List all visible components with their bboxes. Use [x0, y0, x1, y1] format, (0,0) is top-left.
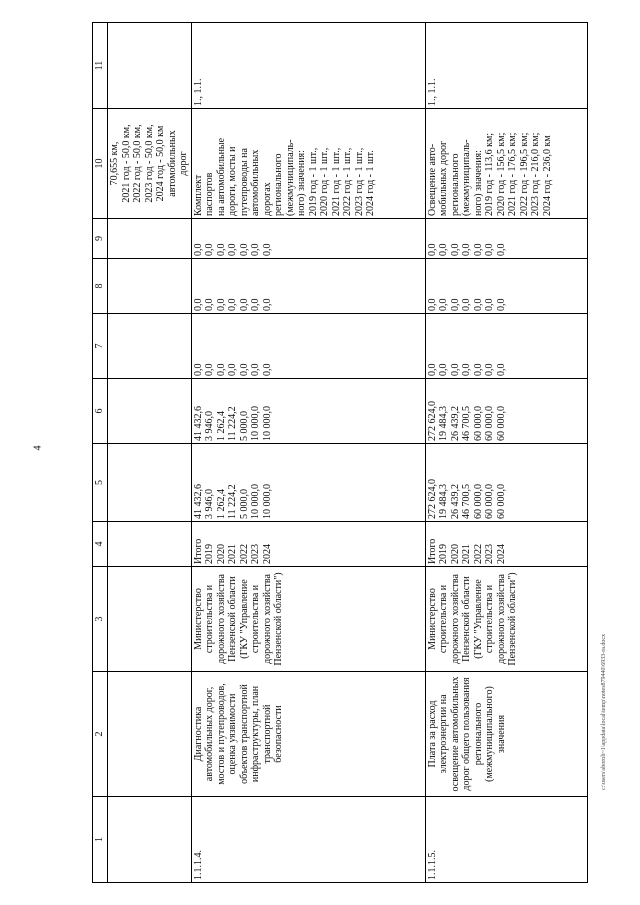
cell-line: автомобильных дорог,	[204, 686, 215, 782]
cell-line: 60 000,0	[472, 484, 484, 519]
cell-line: Пензенской области")	[507, 572, 519, 666]
cell-line: 0,0	[261, 298, 273, 311]
cell-line: объектов транспортной	[238, 684, 250, 784]
cell-line: автомобильных	[250, 149, 261, 216]
cell-line: 26 439,2	[449, 484, 461, 519]
cell-line: 2024	[261, 544, 273, 564]
cell-line: 19 484,3	[438, 406, 450, 441]
cell-line: Министерство	[426, 588, 438, 650]
target-reference: 1., 1.1.	[191, 23, 425, 109]
cell-line: 10 000,0	[250, 484, 261, 519]
cell-line: ного) значения:	[296, 150, 307, 216]
cell-line: 0,0	[438, 298, 450, 311]
cell-line: 2021 год - 176,5 км;	[507, 132, 519, 216]
cell-line: 2022	[238, 544, 250, 564]
year-list	[191, 522, 425, 567]
cell-line: оценка уязвимости	[227, 693, 238, 775]
cell-line: 70,655 км,	[109, 141, 120, 186]
cell-line: 2020	[449, 544, 461, 564]
cell-line: 0,0	[495, 363, 507, 376]
cell-line: 0,0	[472, 243, 484, 256]
cell-line: 272 624,0	[426, 479, 438, 519]
cell-line: 2023	[484, 544, 496, 564]
cell-line: 0,0	[192, 243, 204, 256]
cell-line: дорожного хозяйства	[215, 574, 227, 664]
cell-line: строительства и	[438, 584, 450, 654]
cell-line: 0,0	[215, 363, 227, 376]
cell-line: 0,0	[472, 363, 484, 376]
column-header: 1	[93, 797, 108, 883]
cell-line: (межмуниципального)	[484, 686, 496, 782]
cell-line: 41 432,6	[192, 406, 204, 441]
executor	[425, 567, 587, 672]
cell-line: 0,0	[438, 243, 450, 256]
cell-line: 0,0	[495, 243, 507, 256]
cell-line: инфраструктуры, план	[250, 685, 261, 783]
cell-line: 0,0	[261, 363, 273, 376]
cell-line: Итого	[192, 538, 204, 564]
cell-line: Освещение авто-	[426, 143, 438, 216]
column-header: 9	[93, 219, 108, 259]
cell-line: 2022 год - 50,0 км,	[132, 124, 143, 203]
cell-line: 0,0	[227, 363, 238, 376]
cell-line: 0,0	[495, 298, 507, 311]
cell-line: регионального	[472, 702, 484, 766]
cell-line: дорог общего пользования	[461, 677, 473, 791]
federal-budget	[425, 314, 587, 379]
cell-line: 60 000,0	[472, 406, 484, 441]
federal-budget	[191, 314, 425, 379]
local-budget	[425, 259, 587, 314]
cell-line: 0,0	[261, 243, 273, 256]
cell-line: 0,0	[227, 298, 238, 311]
cell-line: дорогах	[261, 182, 273, 216]
cell-line: 0,0	[215, 298, 227, 311]
cell-line: 0,0	[204, 363, 215, 376]
cell-line: (межмуниципаль-	[284, 139, 296, 216]
cell-line: 0,0	[250, 363, 261, 376]
cell-line: 60 000,0	[495, 484, 507, 519]
page-number: 4	[32, 445, 44, 451]
cell-line: 10 000,0	[261, 484, 273, 519]
cell-line: 2023 год - 50,0 км,	[143, 124, 155, 203]
cell-line: дорожного хозяйства	[261, 574, 273, 664]
cell-line: 2019	[438, 544, 450, 564]
cell-line: 2024 год - 50,0 км	[155, 125, 166, 202]
cell-line: 0,0	[484, 243, 496, 256]
cell-line: 26 439,2	[449, 406, 461, 441]
cell-line: строительства и	[484, 584, 496, 654]
cell-line: 0,0	[426, 243, 438, 256]
column-header: 8	[93, 259, 108, 314]
activity-name	[191, 672, 425, 797]
cell-line: 1 262,4	[215, 411, 227, 441]
regional-budget	[425, 379, 587, 444]
table-row	[425, 23, 587, 883]
cell-line: 2023 год - 1 шт.,	[353, 147, 365, 216]
cell-line: ного) значения:	[472, 150, 484, 216]
cell-line: 1 262,4	[215, 489, 227, 519]
cell-line: 3 946,0	[204, 489, 215, 519]
cell-line: Пензенской области	[227, 576, 238, 662]
indicator-description	[425, 109, 587, 219]
cell-line: безопасности	[273, 705, 284, 763]
cell-line: Диагностика	[192, 706, 204, 762]
cell-line: дороги, мосты и	[227, 146, 238, 216]
cell-line: 0,0	[484, 298, 496, 311]
cell-line: 0,0	[438, 363, 450, 376]
cell-line: 0,0	[449, 243, 461, 256]
cell-line: 2019 год - 1 шт.,	[307, 147, 319, 216]
cell-line: автомобильных	[166, 130, 178, 197]
cell-line: 2021 год - 50,0 км,	[120, 124, 132, 203]
cell-line: паспортов	[204, 172, 215, 216]
table-row	[191, 23, 425, 883]
cell-line: 0,0	[426, 298, 438, 311]
cell-line: Пензенской области	[461, 576, 473, 662]
cell-line: 0,0	[215, 243, 227, 256]
cell-line: 0,0	[250, 298, 261, 311]
column-header: 11	[93, 23, 108, 109]
cell-line: мостов и путепроводов,	[215, 683, 227, 785]
row-number: 1.1.1.4.	[191, 797, 425, 883]
cell-line: 0,0	[461, 363, 473, 376]
column-header: 4	[93, 522, 108, 567]
column-header: 7	[93, 314, 108, 379]
column-number-row	[93, 23, 108, 883]
continuation-indicator-cell	[108, 109, 192, 219]
row-number: 1.1.1.5.	[425, 797, 587, 883]
cell-line: 19 484,3	[438, 484, 450, 519]
cell-line: 2023	[250, 544, 261, 564]
column-header: 2	[93, 672, 108, 797]
cell-line: 2024	[495, 544, 507, 564]
cell-line: 60 000,0	[484, 484, 496, 519]
cell-line: 0,0	[238, 298, 250, 311]
cell-line: путепроводы на	[238, 148, 250, 216]
cell-line: 0,0	[238, 363, 250, 376]
year-list	[425, 522, 587, 567]
target-reference: 1., 1.1.	[425, 23, 587, 109]
cell-line: электроэнергии на	[438, 694, 450, 774]
cell-line: 0,0	[472, 298, 484, 311]
cell-line: дорожного хозяйства	[495, 574, 507, 664]
cell-line: 2022 год - 1 шт.,	[342, 147, 353, 216]
cell-line: 2020 год - 1 шт.,	[319, 147, 330, 216]
cell-line: (ГКУ "Управление	[238, 579, 250, 659]
cell-line: 2021	[461, 544, 473, 564]
cell-line: 11 224,2	[227, 484, 238, 519]
cell-line: 2021	[227, 544, 238, 564]
cell-line: 0,0	[204, 298, 215, 311]
cell-line: 2022	[472, 544, 484, 564]
column-header: 10	[93, 109, 108, 219]
cell-line: 5 000,0	[238, 489, 250, 519]
column-header: 6	[93, 379, 108, 444]
cell-line: 0,0	[250, 243, 261, 256]
cell-line: 0,0	[227, 243, 238, 256]
cell-line: освещение автомобильных	[449, 676, 461, 792]
column-header: 3	[93, 567, 108, 672]
other-sources	[425, 219, 587, 259]
cell-line: Итого	[426, 538, 438, 564]
cell-line: 0,0	[426, 363, 438, 376]
cell-line: 2024 год - 1 шт.	[365, 150, 376, 216]
cell-line: 2023 год - 216,0 км;	[530, 132, 542, 216]
cell-line: на автомобильные	[215, 137, 227, 216]
cell-line: регионального	[273, 153, 284, 216]
cell-line: (ГКУ "Управление	[472, 579, 484, 659]
cell-line: транспортной	[261, 704, 273, 764]
cell-line: Плата за расход	[426, 700, 438, 768]
cell-line: 2019	[204, 544, 215, 564]
cell-line: Пензенской области")	[273, 572, 284, 666]
cell-line: 10 000,0	[250, 406, 261, 441]
cell-line: 272 624,0	[426, 401, 438, 441]
cell-line: 41 432,6	[192, 484, 204, 519]
cell-line: 0,0	[484, 363, 496, 376]
cell-line: 46 700,5	[461, 484, 473, 519]
cell-line: 46 700,5	[461, 406, 473, 441]
program-activities-table	[92, 22, 588, 883]
activity-name	[425, 672, 587, 797]
cell-line: значения	[495, 714, 507, 754]
executor	[191, 567, 425, 672]
cell-line: 0,0	[204, 243, 215, 256]
cell-line: 2020	[215, 544, 227, 564]
cell-line: 0,0	[449, 363, 461, 376]
cell-line: 2024 год - 236,0 км	[541, 135, 553, 216]
column-header: 5	[93, 444, 108, 522]
cell-line: (межмуниципаль-	[461, 139, 473, 216]
cell-line: 10 000,0	[261, 406, 273, 441]
cell-line: регионального	[449, 153, 461, 216]
other-sources	[191, 219, 425, 259]
cell-line: 3 946,0	[204, 411, 215, 441]
local-budget	[191, 259, 425, 314]
cell-line: мобильных дорог	[438, 140, 450, 216]
cell-line: 0,0	[192, 363, 204, 376]
continuation-row	[108, 23, 192, 883]
cell-line: 0,0	[238, 243, 250, 256]
cell-line: 2019 год - 113,6 км;	[484, 132, 496, 216]
total-funding	[191, 444, 425, 522]
total-funding	[425, 444, 587, 522]
indicator-description	[191, 109, 425, 219]
cell-line: дорог	[178, 151, 189, 176]
cell-line: строительства и	[204, 584, 215, 654]
cell-line: 60 000,0	[495, 406, 507, 441]
cell-line: 0,0	[192, 298, 204, 311]
cell-line: 2022 год - 196,5 км;	[518, 132, 530, 216]
document-file-path: c:\users\sboroli~1\appdata\local\temp\notes879440\6933-ra.docx	[601, 633, 607, 791]
cell-line: строительства и	[250, 584, 261, 654]
cell-line: 0,0	[461, 243, 473, 256]
cell-line: 11 224,2	[227, 406, 238, 441]
cell-line: 0,0	[461, 298, 473, 311]
cell-line: 2021 год - 1 шт.,	[330, 147, 342, 216]
cell-line: 60 000,0	[484, 406, 496, 441]
cell-line: Комплект	[192, 174, 204, 216]
cell-line: 2020 год - 156,5 км;	[495, 132, 507, 216]
cell-line: 5 000,0	[238, 411, 250, 441]
cell-line: дорожного хозяйства	[449, 574, 461, 664]
regional-budget	[191, 379, 425, 444]
cell-line: Министерство	[192, 588, 204, 650]
cell-line: 0,0	[449, 298, 461, 311]
rotated-table-sheet	[92, 23, 588, 883]
